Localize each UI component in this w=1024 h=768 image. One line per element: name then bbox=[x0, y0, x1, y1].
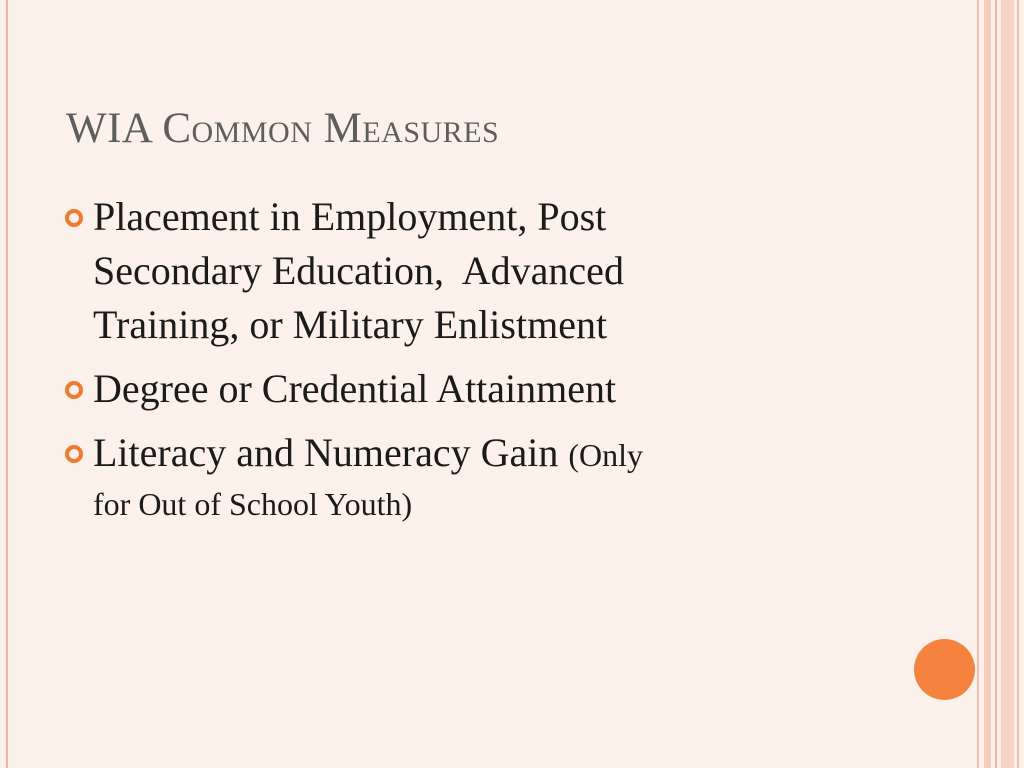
bullet-text-line1: Placement in Employment, Post bbox=[93, 194, 607, 239]
right-stripe-2 bbox=[984, 0, 991, 768]
bullet-item-placement bbox=[62, 190, 852, 352]
right-stripe-1 bbox=[977, 0, 979, 768]
bullet-text-line2: Secondary Education, Advanced bbox=[93, 248, 624, 293]
bullet-text-line3: Training, or Military Enlistment bbox=[93, 302, 608, 347]
right-stripe-3 bbox=[995, 0, 997, 768]
right-stripe-4 bbox=[1001, 0, 1014, 768]
ring-bullet-icon bbox=[65, 209, 83, 227]
ring-bullet-icon bbox=[65, 445, 83, 463]
bullet-text: Literacy and Numeracy Gain bbox=[93, 430, 559, 475]
bullet-item-degree bbox=[62, 362, 852, 416]
right-stripe-5 bbox=[1017, 0, 1019, 768]
bullet-note-part1: (Only bbox=[568, 437, 643, 473]
orange-circle-icon bbox=[914, 639, 975, 700]
bullet-note-part2: for Out of School Youth) bbox=[93, 486, 413, 522]
bullet-list bbox=[62, 190, 852, 536]
bullet-text: Degree or Credential Attainment bbox=[93, 366, 617, 411]
slide-title: WIA Common Measures bbox=[66, 105, 500, 152]
left-border-line bbox=[6, 0, 8, 768]
ring-bullet-icon bbox=[65, 381, 83, 399]
bullet-item-literacy bbox=[62, 426, 852, 526]
